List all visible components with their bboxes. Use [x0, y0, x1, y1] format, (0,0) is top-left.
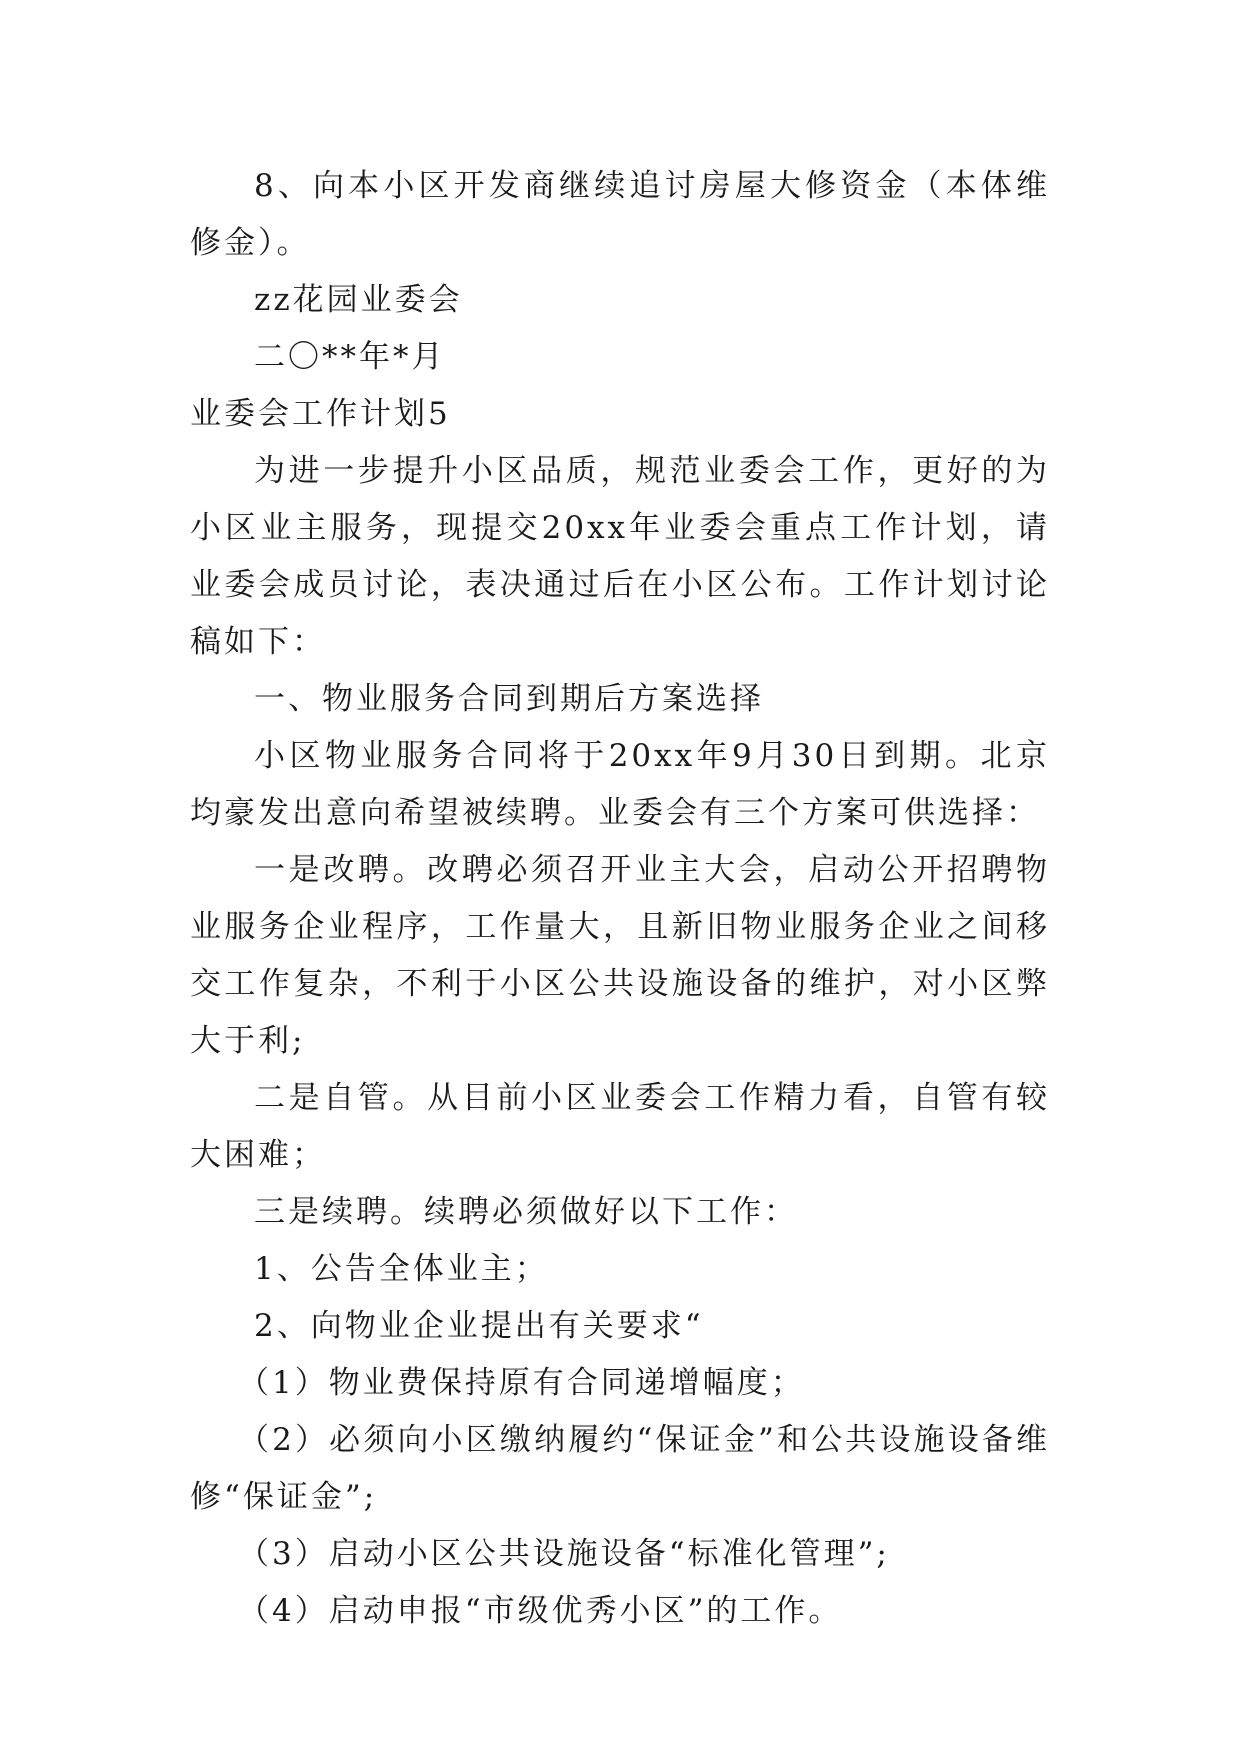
signature-date: 二〇**年*月 — [254, 339, 446, 375]
sub-item-3: （3）启动小区公共设施设备“标准化管理”; — [238, 1536, 890, 1572]
section-title: 业委会工作计划5 — [190, 396, 451, 432]
signature-org: zz花园业委会 — [254, 282, 463, 318]
sub-item-4: （4）启动申报“市级优秀小区”的工作。 — [238, 1593, 843, 1629]
heading-one: 一、物业服务合同到期后方案选择 — [254, 681, 764, 717]
paragraph-item-8: 8、向本小区开发商继续追讨房屋大修资金（本体维修金）。 — [190, 168, 1050, 261]
sub-item-1: （1）物业费保持原有合同递增幅度； — [238, 1365, 805, 1401]
contract-paragraph: 小区物业服务合同将于20xx年9月30日到期。北京均豪发出意向希望被续聘。业委会有三个方案可供选择： — [190, 738, 1050, 831]
document-body — [190, 158, 1050, 1640]
intro-paragraph: 为进一步提升小区品质，规范业委会工作，更好的为小区业主服务，现提交20xx年业委会重点工作计划，请业委会成员讨论，表决通过后在小区公布。工作计划讨论稿如下： — [190, 453, 1050, 660]
option-three: 三是续聘。续聘必须做好以下工作： — [254, 1194, 798, 1230]
sub-item-2: （2）必须向小区缴纳履约“保证金”和公共设施设备维修“保证金”; — [190, 1422, 1050, 1515]
list-item-2: 2、向物业企业提出有关要求“ — [254, 1308, 704, 1344]
list-item-1: 1、公告全体业主； — [254, 1251, 549, 1287]
option-one: 一是改聘。改聘必须召开业主大会，启动公开招聘物业服务企业程序，工作量大，且新旧物业服务企业之间移交工作复杂，不利于小区公共设施设备的维护，对小区弊大于利; — [190, 852, 1050, 1059]
option-two: 二是自管。从目前小区业委会工作精力看，自管有较大困难； — [190, 1080, 1050, 1173]
